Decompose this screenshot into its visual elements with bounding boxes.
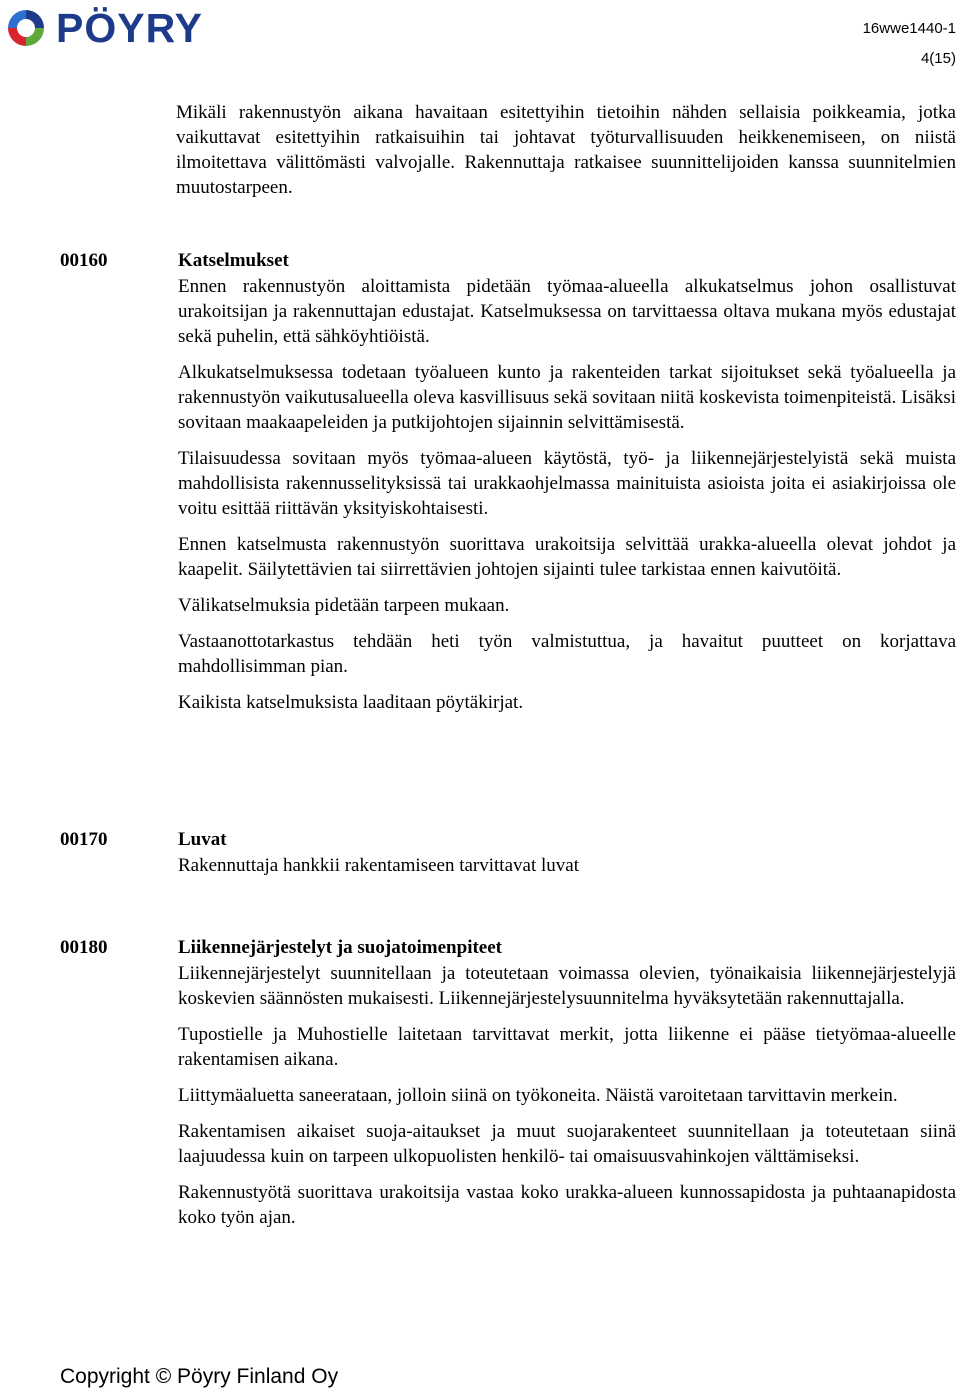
section-body [178,853,956,889]
section-body [178,274,956,726]
section-number: 00160 [60,250,108,271]
paragraph: Rakennuttaja hankkii rakentamiseen tarvittavat luvat [178,855,579,876]
logo-wordmark: PÖYRY [56,5,204,51]
section-title: Liikennejärjestelyt ja suojatoimenpiteet [178,937,502,958]
section-number: 00170 [60,829,108,850]
paragraph: Välikatselmuksia pidetään tarpeen mukaan. [178,595,510,616]
paragraph: Kaikista katselmuksista laaditaan pöytäkirjat. [178,692,524,713]
paragraph: Tupostielle ja Muhostielle laitetaan tarvittavat merkit, jotta liikenne ei pääse tietyömaa-alueelle rakentamisen aikana. [178,1024,956,1070]
document-id: 16wwe1440-1 [862,20,956,37]
company-logo [4,6,203,50]
paragraph: Liittymäaluetta saneerataan, jolloin siinä on työkoneita. Näistä varoitetaan tarvittavin merkein. [178,1085,898,1106]
page-number: 4(15) [920,50,956,67]
paragraph: Alkukatselmuksessa todetaan työalueen kunto ja rakenteiden tarkat sijoitukset sekä työalueella ja rakennustyön vaikutusalueella oleva kasvillisuus sekä sovitaan niitä koskevista toimenpiteistä. Lisäksi sovitaan maakaapeleiden ja putkijohtojen sijainnin selvittämisestä. [178,362,956,433]
paragraph: Tilaisuudessa sovitaan myös työmaa-alueen käytöstä, työ- ja liikennejärjestelyistä sekä muista mahdollisista rakennusselityksissä tai urakkaohjelmassa mainituista asioista joita ei asiakirjoissa ole voitu esittää riittävän yksityiskohtaisesti. [178,448,956,519]
poyry-swirl-icon [4,6,48,50]
paragraph: Rakentamisen aikaiset suoja-aitaukset ja muut suojarakenteet suunnitellaan ja toteutetaan siinä laajuudessa kuin on tarpeen ulkopuolisten henkilö- tai omaisuusvahinkojen välttämiseksi. [178,1121,956,1167]
section-title: Katselmukset [178,250,289,271]
section-title: Luvat [178,829,227,850]
paragraph: Liikennejärjestelyt suunnitellaan ja toteutetaan voimassa olevien, työnaikaisia liikennejärjestelyjä koskevien säännösten mukaisesti. Liikennejärjestelysuunnitelma hyväksytetään rakennuttajalla. [178,963,956,1009]
paragraph: Ennen katselmusta rakennustyön suorittava urakoitsija selvittää urakka-alueella olevat johdot ja kaapelit. Säilytettävien tai siirrettävien johtojen sijainti tulee tarkistaa ennen kaivutöitä. [178,534,956,580]
paragraph: Vastaanottotarkastus tehdään heti työn valmistuttua, ja havaitut puutteet on korjattava mahdollisimman pian. [178,631,956,677]
paragraph: Ennen rakennustyön aloittamista pidetään työmaa-alueella alkukatselmus johon osallistuvat urakoitsijan ja rakennuttajan edustajat. Katselmuksessa on tarvittaessa oltava mukana myös edustajat sekä puhelin, että sähköyhtiöistä. [178,276,956,347]
copyright-footer: Copyright © Pöyry Finland Oy [60,1365,339,1388]
paragraph: Rakennustyötä suorittava urakoitsija vastaa koko urakka-alueen kunnossapidosta ja puhtaanapidosta koko työn ajan. [178,1182,956,1228]
section-number: 00180 [60,937,108,958]
intro-paragraph: Mikäli rakennustyön aikana havaitaan esitettyihin tietoihin nähden sellaisia poikkeamia, jotka vaikuttavat esitettyihin ratkaisuihin tai johtavat työturvallisuuden heikkenemiseen, on niistä ilmoitettava välittömästi valvojalle. Rakennuttaja ratkaisee suunnittelijoiden kanssa suunnitelmien muutostarpeen. [176,102,956,198]
section-body [178,961,956,1241]
